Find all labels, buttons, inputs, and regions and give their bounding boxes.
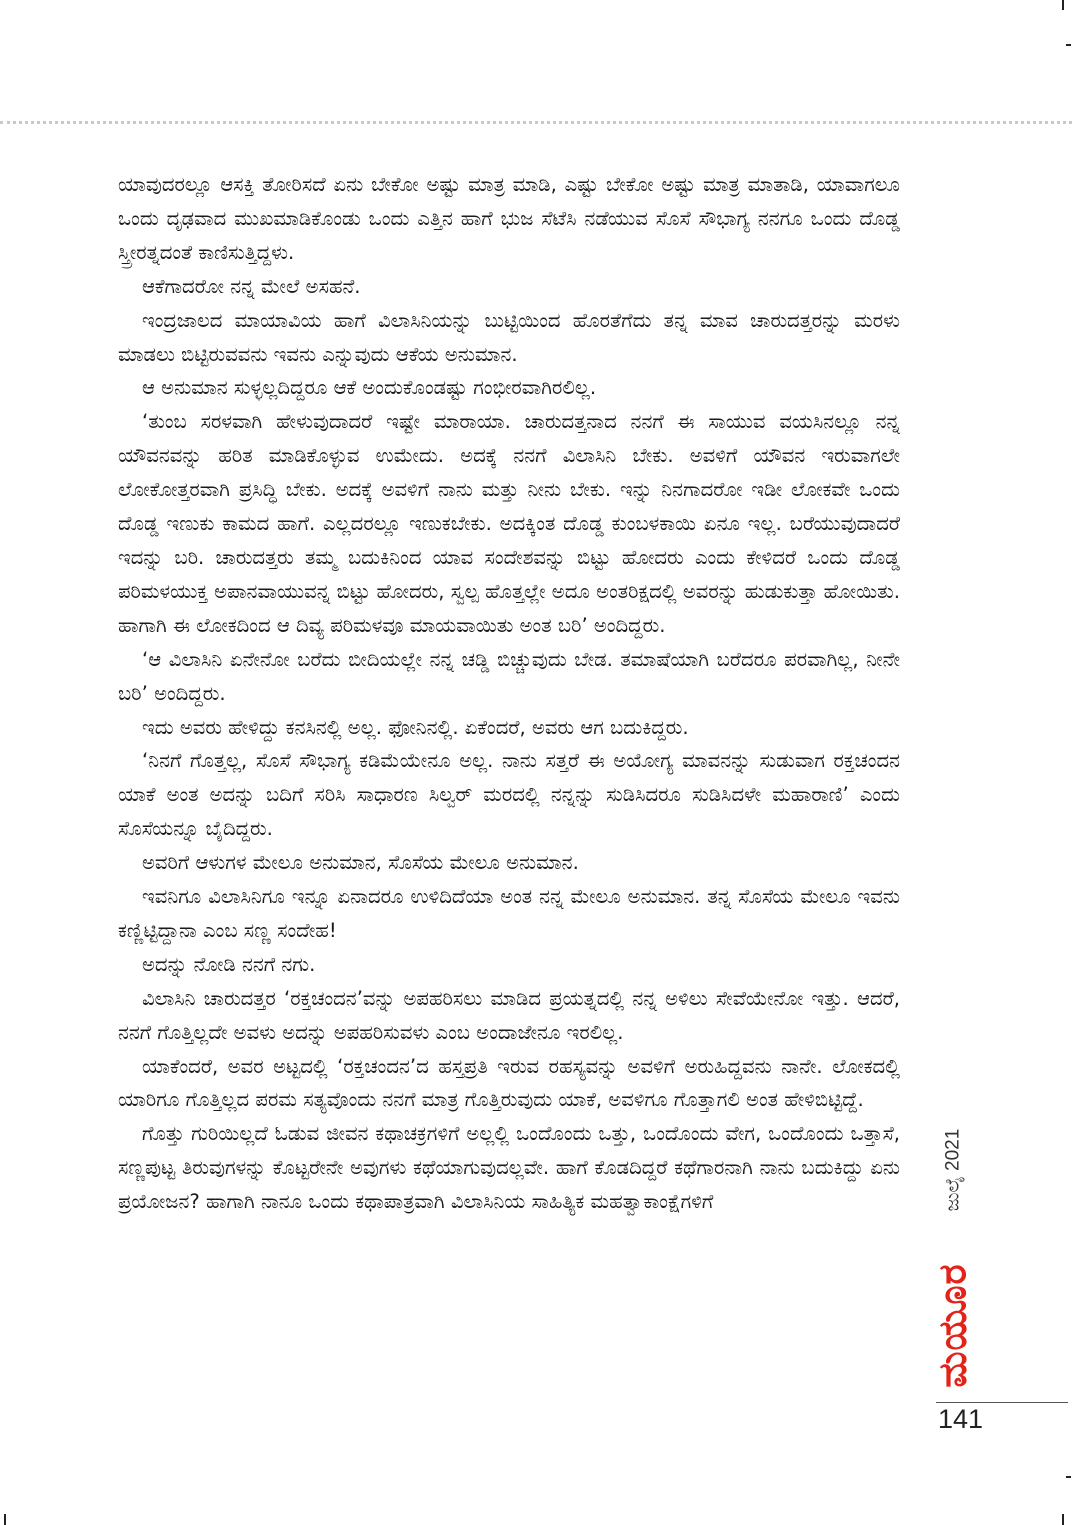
paragraph: ಆ ಅನುಮಾನ ಸುಳ್ಳಲ್ಲದಿದ್ದರೂ ಆಕೆ ಅಂದುಕೊಂಡಷ್ಟು ಗಂಭೀರವಾಗಿರಲಿಲ್ಲ. <box>142 376 597 400</box>
paragraph: ‘ಆ ವಿಲಾಸಿನಿ ಏನೇನೋ ಬರೆದು ಬೀದಿಯಲ್ಲೇ ನನ್ನ ಚಡ್ಡಿ ಬಿಚ್ಚುವುದು ಬೇಡ. ತಮಾಷೆಯಾಗಿ ಬರೆದರೂ ಪರವಾಗಿಲ್ಲ, ನೀನೇ ಬರಿ’ ಅಂದಿದ್ದರು. <box>118 647 900 705</box>
crop-mark-right-lower <box>1066 1476 1071 1478</box>
paragraph: ಯಾಕೆಂದರೆ, ಅವರ ಅಟ್ಟದಲ್ಲಿ ‘ರಕ್ತಚಂದನ’ದ ಹಸ್ತಪ್ರತಿ ಇರುವ ರಹಸ್ಯವನ್ನು ಅವಳಿಗೆ ಅರುಹಿದ್ದವನು ನಾನೇ. ಲೋಕದಲ್ಲಿ ಯಾರಿಗೂ ಗೊತ್ತಿಲ್ಲದ ಪರಮ ಸತ್ಯವೊಂದು ನನಗೆ ಮಾತ್ರ ಗೊತ್ತಿರುವುದು ಯಾಕೆ, ಅವಳಿಗೂ ಗೊತ್ತಾಗಲಿ ಅಂತ ಹೇಳಿಬಿಟ್ಟಿದ್ದೆ. <box>118 1054 900 1112</box>
paragraph: ಗೊತ್ತು ಗುರಿಯಿಲ್ಲದೆ ಓಡುವ ಜೀವನ ಕಥಾಚಕ್ರಗಳಿಗೆ ಅಲ್ಲಲ್ಲಿ ಒಂದೊಂದು ಒತ್ತು, ಒಂದೊಂದು ವೇಗ, ಒಂದೊಂದು ಒತ್ತಾಸೆ, ಸಣ್ಣಪುಟ್ಟ ತಿರುವುಗಳನ್ನು ಕೊಟ್ಟರೇನೇ ಅವುಗಳು ಕಥೆಯಾಗುವುದಲ್ಲವೇ. ಹಾಗೆ ಕೊಡದಿದ್ದರೆ ಕಥೆಗಾರನಾಗಿ ನಾನು ಬದುಕಿದ್ದು ಏನು ಪ್ರಯೋಜನ? ಹಾಗಾಗಿ ನಾನೂ ಒಂದು ಕಥಾಪಾತ್ರವಾಗಿ ವಿಲಾಸಿನಿಯ ಸಾಹಿತ್ಯಿಕ ಮಹತ್ವಾಕಾಂಕ್ಷೆಗಳಿಗೆ <box>118 1122 900 1214</box>
crop-mark-top-right <box>1062 0 1064 10</box>
paragraph: ಅದನ್ನು ನೋಡಿ ನನಗೆ ನಗು. <box>142 952 316 976</box>
crop-mark-bottom-right <box>1062 1514 1064 1525</box>
paragraph: ಇಂದ್ರಜಾಲದ ಮಾಯಾವಿಯ ಹಾಗೆ ವಿಲಾಸಿನಿಯನ್ನು ಬುಟ್ಟಿಯಿಂದ ಹೊರತೆಗೆದು ತನ್ನ ಮಾವ ಚಾರುದತ್ತರನ್ನು ಮರಳು ಮಾಡಲು ಬಿಟ್ಟಿರುವವನು ಇವನು ಎನ್ನುವುದು ಆಕೆಯ ಅನುಮಾನ. <box>118 308 900 366</box>
issue-date <box>928 1110 978 1230</box>
crop-mark-bottom-left <box>4 1514 6 1525</box>
paragraph: ವಿಲಾಸಿನಿ ಚಾರುದತ್ತರ ‘ರಕ್ತಚಂದನ’ವನ್ನು ಅಪಹರಿಸಲು ಮಾಡಿದ ಪ್ರಯತ್ನದಲ್ಲಿ ನನ್ನ ಅಳಿಲು ಸೇವೆಯೇನೋ ಇತ್ತು. ಆದರೆ, ನನಗೆ ಗೊತ್ತಿಲ್ಲದೇ ಅವಳು ಅದನ್ನು ಅಪಹರಿಸುವಳು ಎಂಬ ಅಂದಾಜೇನೂ ಇರಲಿಲ್ಲ. <box>118 986 900 1044</box>
magazine-logo-text: ಮಯೂರ <box>930 1262 975 1388</box>
paragraph: ‘ತುಂಬ ಸರಳವಾಗಿ ಹೇಳುವುದಾದರೆ ಇಷ್ಟೇ ಮಾರಾಯಾ. ಚಾರುದತ್ತನಾದ ನನಗೆ ಈ ಸಾಯುವ ವಯಸಿನಲ್ಲೂ ನನ್ನ ಯೌವನವನ್ನು ಹರಿತ ಮಾಡಿಕೊಳ್ಳುವ ಉಮೇದು. ಅದಕ್ಕೆ ನನಗೆ ವಿಲಾಸಿನಿ ಬೇಕು. ಅವಳಿಗೆ ಯೌವನ ಇರುವಾಗಲೇ ಲೋಕೋತ್ತರವಾಗಿ ಪ್ರಸಿದ್ಧಿ ಬೇಕು. ಅದಕ್ಕೆ ಅವಳಿಗೆ ನಾನು ಮತ್ತು ನೀನು ಬೇಕು. ಇನ್ನು ನಿನಗಾದರೋ ಇಡೀ ಲೋಕವೇ ಒಂದು ದೊಡ್ಡ ಇಣುಕು ಕಾಮದ ಹಾಗೆ. ಎಲ್ಲದರಲ್ಲೂ ಇಣುಕಬೇಕು. ಅದಕ್ಕಿಂತ ದೊಡ್ಡ ಕುಂಬಳಕಾಯಿ ಏನೂ ಇಲ್ಲ. ಬರೆಯುವುದಾದರೆ ಇದನ್ನು ಬರಿ. ಚಾರುದತ್ತರು ತಮ್ಮ ಬದುಕಿನಿಂದ ಯಾವ ಸಂದೇಶವನ್ನು ಬಿಟ್ಟು ಹೋದರು ಎಂದು ಕೇಳಿದರೆ ಒಂದು ದೊಡ್ಡ ಪರಿಮಳಯುಕ್ತ ಅಪಾನವಾಯುವನ್ನ ಬಿಟ್ಟು ಹೋದರು, ಸ್ವಲ್ಪ ಹೊತ್ತಲ್ಲೇ ಅದೂ ಅಂತರಿಕ್ಷದಲ್ಲಿ ಅವರನ್ನು ಹುಡುಕುತ್ತಾ ಹೋಯಿತು. ಹಾಗಾಗಿ ಈ ಲೋಕದಿಂದ ಆ ದಿವ್ಯ ಪರಿಮಳವೂ ಮಾಯವಾಯಿತು ಅಂತ ಬರಿ’ ಅಂದಿದ್ದರು. <box>118 410 900 637</box>
paragraph: ಇದು ಅವರು ಹೇಳಿದ್ದು ಕನಸಿನಲ್ಲಿ ಅಲ್ಲ. ಫೋನಿನಲ್ಲಿ. ಏಕೆಂದರೆ, ಅವರು ಆಗ ಬದುಕಿದ್ದರು. <box>142 715 689 739</box>
paragraph: ಆಕೆಗಾದರೋ ನನ್ನ ಮೇಲೆ ಅಸಹನೆ. <box>142 274 361 298</box>
paragraph: ಯಾವುದರಲ್ಲೂ ಆಸಕ್ತಿ ತೋರಿಸದೆ ಏನು ಬೇಕೋ ಅಷ್ಟು ಮಾತ್ರ ಮಾಡಿ, ಎಷ್ಟು ಬೇಕೋ ಅಷ್ಟು ಮಾತ್ರ ಮಾತಾಡಿ, ಯಾವಾಗಲೂ ಒಂದು ದೃಢವಾದ ಮುಖಮಾಡಿಕೊಂಡು ಒಂದು ಎತ್ತಿನ ಹಾಗೆ ಭುಜ ಸೆಟೆಸಿ ನಡೆಯುವ ಸೊಸೆ ಸೌಭಾಗ್ಯ ನನಗೂ ಒಂದು ದೊಡ್ಡ ಸ್ತ್ರೀರತ್ನದಂತೆ ಕಾಣಿಸುತ್ತಿದ್ದಳು. <box>118 173 900 264</box>
page-number-rule <box>936 1402 1068 1403</box>
header-dotted-rule <box>0 121 1072 124</box>
crop-mark-right-upper <box>1066 44 1071 46</box>
paragraph: ಇವನಿಗೂ ವಿಲಾಸಿನಿಗೂ ಇನ್ನೂ ಏನಾದರೂ ಉಳಿದಿದೆಯಾ ಅಂತ ನನ್ನ ಮೇಲೂ ಅನುಮಾನ. ತನ್ನ ಸೊಸೆಯ ಮೇಲೂ ಇವನು ಕಣ್ಣಿಟ್ಟಿದ್ದಾನಾ ಎಂಬ ಸಣ್ಣ ಸಂದೇಹ! <box>118 885 900 942</box>
side-folio <box>928 1110 978 1400</box>
magazine-logo <box>928 1250 978 1400</box>
issue-date-label: ಜುಲೈ 2021 <box>942 1128 963 1212</box>
page-number: 141 <box>938 1404 984 1434</box>
article-body <box>118 168 900 1219</box>
paragraph: ‘ನಿನಗೆ ಗೊತ್ತಲ್ಲ, ಸೊಸೆ ಸೌಭಾಗ್ಯ ಕಡಿಮೆಯೇನೂ ಅಲ್ಲ. ನಾನು ಸತ್ತರೆ ಈ ಅಯೋಗ್ಯ ಮಾವನನ್ನು ಸುಡುವಾಗ ರಕ್ತಚಂದನ ಯಾಕೆ ಅಂತ ಅದನ್ನು ಬದಿಗೆ ಸರಿಸಿ ಸಾಧಾರಣ ಸಿಲ್ವರ್ ಮರದಲ್ಲಿ ನನ್ನನ್ನು ಸುಡಿಸಿದರೂ ಸುಡಿಸಿದಳೇ ಮಹಾರಾಣಿ’ ಎಂದು ಸೊಸೆಯನ್ನೂ ಬೈದಿದ್ದರು. <box>118 749 900 841</box>
paragraph: ಅವರಿಗೆ ಆಳುಗಳ ಮೇಲೂ ಅನುಮಾನ, ಸೊಸೆಯ ಮೇಲೂ ಅನುಮಾನ. <box>142 851 579 875</box>
